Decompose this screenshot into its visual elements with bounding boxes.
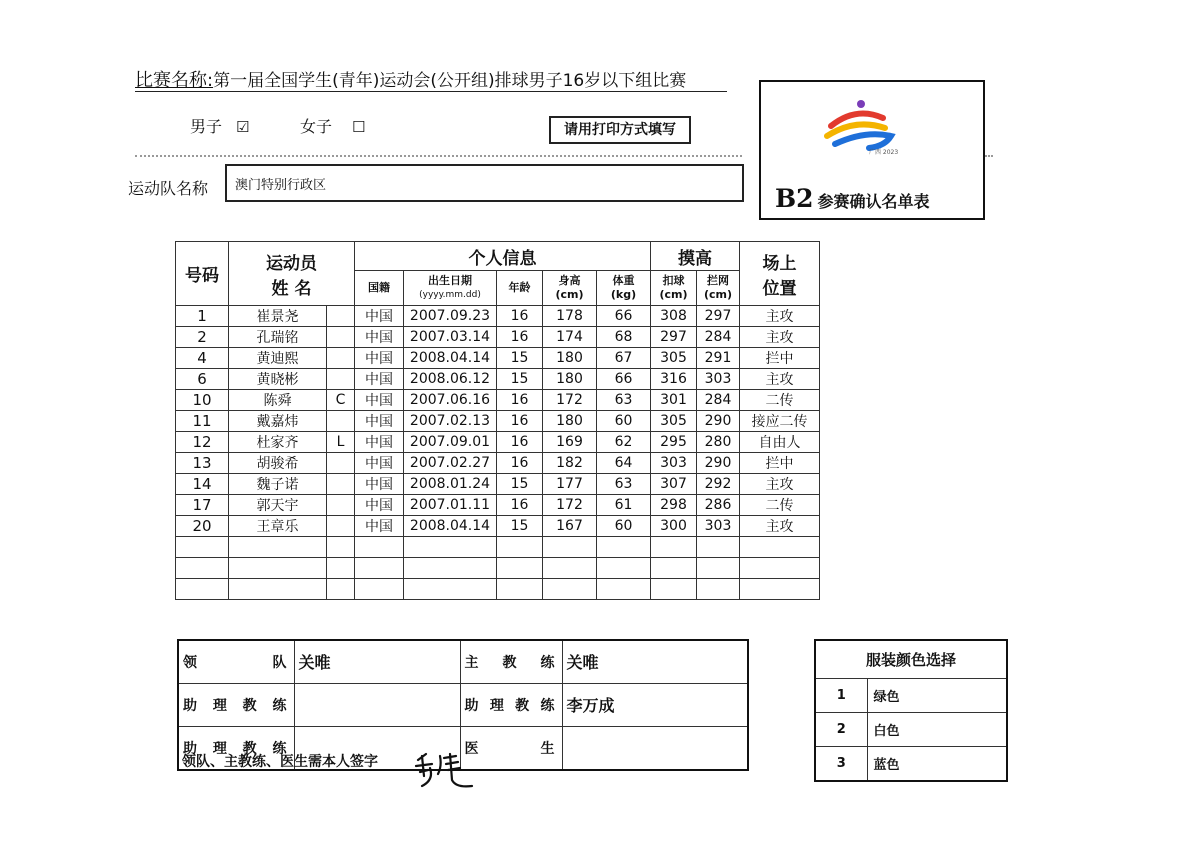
team-name-field[interactable] — [225, 164, 744, 202]
header-height-unit: (cm) — [555, 288, 584, 301]
assistant-coach-1-label: 助理教练 — [178, 684, 294, 727]
header-weight — [597, 271, 651, 306]
header-block-unit: (cm) — [703, 288, 733, 301]
uniform-color-title: 服装颜色选择 — [815, 640, 1007, 679]
player-name: 崔景尧 — [229, 306, 327, 327]
player-nationality: 中国 — [355, 495, 404, 516]
player-spike: 301 — [651, 390, 697, 411]
player-position: 主攻 — [740, 516, 820, 537]
player-role — [327, 516, 355, 537]
male-checkbox[interactable]: ☑ — [236, 118, 250, 136]
player-block: 284 — [697, 327, 740, 348]
header-number: 号码 — [176, 242, 229, 306]
player-spike: 297 — [651, 327, 697, 348]
player-number: 2 — [176, 327, 229, 348]
player-spike: 298 — [651, 495, 697, 516]
player-role — [327, 369, 355, 390]
player-nationality: 中国 — [355, 327, 404, 348]
player-weight: 62 — [597, 432, 651, 453]
player-spike: 300 — [651, 516, 697, 537]
player-position: 主攻 — [740, 327, 820, 348]
logo-year: 广西 2023 — [869, 149, 899, 156]
header-athlete-label: 运动员 — [266, 253, 317, 274]
player-number: 17 — [176, 495, 229, 516]
player-birth: 2008.04.14 — [404, 348, 497, 369]
player-position: 主攻 — [740, 474, 820, 495]
player-role — [327, 495, 355, 516]
player-birth: 2008.04.14 — [404, 516, 497, 537]
dotted-divider — [135, 155, 742, 157]
player-nationality: 中国 — [355, 369, 404, 390]
head-coach-label: 主教练 — [460, 640, 562, 684]
player-position: 接应二传 — [740, 411, 820, 432]
empty-row — [176, 579, 820, 600]
player-height: 172 — [543, 495, 597, 516]
table-row — [176, 432, 820, 453]
player-nationality: 中国 — [355, 348, 404, 369]
table-row — [176, 453, 820, 474]
player-role — [327, 327, 355, 348]
player-age: 15 — [497, 516, 543, 537]
header-birth-date-label: 出生日期 — [428, 274, 472, 287]
header-position-label: 场上 — [762, 253, 797, 274]
doctor-value[interactable] — [562, 727, 748, 771]
player-name: 陈舜 — [229, 390, 327, 411]
form-title — [775, 184, 930, 213]
assistant-coach-2-value[interactable]: 李万成 — [562, 684, 748, 727]
table-row — [176, 516, 820, 537]
player-role: L — [327, 432, 355, 453]
player-role — [327, 306, 355, 327]
header-position-sub: 位置 — [762, 278, 797, 299]
header-personal-info: 个人信息 — [355, 242, 651, 271]
player-block: 284 — [697, 390, 740, 411]
player-block: 303 — [697, 516, 740, 537]
player-birth: 2007.03.14 — [404, 327, 497, 348]
player-position: 拦中 — [740, 348, 820, 369]
header-weight-unit: (kg) — [610, 288, 637, 301]
player-birth: 2008.01.24 — [404, 474, 497, 495]
player-block: 286 — [697, 495, 740, 516]
player-height: 167 — [543, 516, 597, 537]
header-birth-date-format: (yyyy.mm.dd) — [419, 290, 481, 300]
player-birth: 2007.01.11 — [404, 495, 497, 516]
player-nationality: 中国 — [355, 306, 404, 327]
player-birth: 2008.06.12 — [404, 369, 497, 390]
player-nationality: 中国 — [355, 453, 404, 474]
player-spike: 305 — [651, 348, 697, 369]
player-name: 黄晓彬 — [229, 369, 327, 390]
player-block: 292 — [697, 474, 740, 495]
gender-female[interactable] — [300, 114, 365, 137]
header-nationality: 国籍 — [355, 271, 404, 306]
header-block — [697, 271, 740, 306]
empty-row — [176, 537, 820, 558]
player-number: 11 — [176, 411, 229, 432]
player-weight: 63 — [597, 390, 651, 411]
uniform-color-table — [814, 639, 1008, 782]
signature-note: 领队、主教练、医生需本人签字 — [182, 754, 378, 770]
player-nationality: 中国 — [355, 411, 404, 432]
competition-name: 第一届全国学生(青年)运动会(公开组)排球男子16岁以下组比赛 — [213, 71, 687, 91]
player-age: 15 — [497, 369, 543, 390]
player-height: 174 — [543, 327, 597, 348]
player-number: 13 — [176, 453, 229, 474]
dotted-divider-right — [985, 155, 993, 157]
player-position: 拦中 — [740, 453, 820, 474]
player-height: 180 — [543, 411, 597, 432]
player-weight: 60 — [597, 411, 651, 432]
player-block: 291 — [697, 348, 740, 369]
player-spike: 307 — [651, 474, 697, 495]
player-nationality: 中国 — [355, 390, 404, 411]
form-subtitle: 参赛确认名单表 — [817, 192, 930, 211]
header-athlete — [229, 242, 355, 306]
player-position: 主攻 — [740, 306, 820, 327]
player-height: 172 — [543, 390, 597, 411]
player-age: 16 — [497, 453, 543, 474]
player-name: 魏子诺 — [229, 474, 327, 495]
header-block-label: 拦网 — [707, 274, 729, 287]
player-number: 1 — [176, 306, 229, 327]
player-number: 4 — [176, 348, 229, 369]
player-name: 王章乐 — [229, 516, 327, 537]
player-name: 黄迪熙 — [229, 348, 327, 369]
color-name[interactable]: 蓝色 — [867, 747, 1007, 782]
competition-line — [135, 66, 686, 92]
player-position: 二传 — [740, 495, 820, 516]
header-spike — [651, 271, 697, 306]
player-name: 孔瑞铭 — [229, 327, 327, 348]
leader-value[interactable]: 关唯 — [294, 640, 460, 684]
player-spike: 316 — [651, 369, 697, 390]
player-role — [327, 348, 355, 369]
player-position: 自由人 — [740, 432, 820, 453]
competition-underline — [135, 91, 727, 92]
player-birth: 2007.09.01 — [404, 432, 497, 453]
player-spike: 303 — [651, 453, 697, 474]
gender-male[interactable] — [190, 114, 249, 137]
player-role — [327, 453, 355, 474]
header-reach: 摸高 — [651, 242, 740, 271]
table-row — [815, 679, 1007, 713]
player-height: 178 — [543, 306, 597, 327]
color-name[interactable]: 绿色 — [867, 679, 1007, 713]
header-weight-label: 体重 — [612, 274, 635, 287]
player-role — [327, 411, 355, 432]
form-id-box — [759, 80, 985, 220]
team-name-value: 澳门特别行政区 — [235, 178, 327, 193]
player-spike: 305 — [651, 411, 697, 432]
header-age: 年龄 — [497, 271, 543, 306]
header-position — [740, 242, 820, 306]
header-birth-date — [404, 271, 497, 306]
player-age: 16 — [497, 306, 543, 327]
signature-icon — [412, 746, 482, 790]
player-birth: 2007.09.23 — [404, 306, 497, 327]
player-name: 杜家齐 — [229, 432, 327, 453]
color-name[interactable]: 白色 — [867, 713, 1007, 747]
player-height: 182 — [543, 453, 597, 474]
color-index: 3 — [815, 747, 867, 782]
table-row — [176, 411, 820, 432]
table-row — [815, 747, 1007, 782]
color-index: 2 — [815, 713, 867, 747]
player-age: 16 — [497, 432, 543, 453]
player-birth: 2007.02.13 — [404, 411, 497, 432]
player-weight: 68 — [597, 327, 651, 348]
player-age: 15 — [497, 474, 543, 495]
player-position: 二传 — [740, 390, 820, 411]
male-label: 男子 — [190, 117, 223, 136]
player-age: 16 — [497, 411, 543, 432]
table-row — [176, 327, 820, 348]
assistant-coach-1-value[interactable] — [294, 684, 460, 727]
player-weight: 63 — [597, 474, 651, 495]
player-block: 280 — [697, 432, 740, 453]
header-spike-label: 扣球 — [662, 274, 685, 287]
table-row — [815, 713, 1007, 747]
player-block: 290 — [697, 453, 740, 474]
player-number: 6 — [176, 369, 229, 390]
header-spike-unit: (cm) — [659, 288, 688, 301]
female-label: 女子 — [300, 117, 333, 136]
player-nationality: 中国 — [355, 432, 404, 453]
player-number: 20 — [176, 516, 229, 537]
player-height: 180 — [543, 369, 597, 390]
player-number: 14 — [176, 474, 229, 495]
assistant-coach-3-label: 助理教练 — [178, 727, 294, 771]
player-height: 177 — [543, 474, 597, 495]
player-position: 主攻 — [740, 369, 820, 390]
color-index: 1 — [815, 679, 867, 713]
player-block: 290 — [697, 411, 740, 432]
player-age: 15 — [497, 348, 543, 369]
player-birth: 2007.02.27 — [404, 453, 497, 474]
table-row — [176, 369, 820, 390]
player-name: 戴嘉炜 — [229, 411, 327, 432]
table-row — [176, 306, 820, 327]
empty-row — [176, 558, 820, 579]
player-name: 郭天宇 — [229, 495, 327, 516]
player-nationality: 中国 — [355, 516, 404, 537]
leader-label: 领队 — [178, 640, 294, 684]
player-age: 16 — [497, 495, 543, 516]
table-row — [176, 390, 820, 411]
player-age: 16 — [497, 390, 543, 411]
player-weight: 67 — [597, 348, 651, 369]
player-number: 12 — [176, 432, 229, 453]
header-athlete-sub: 姓 名 — [271, 278, 312, 299]
player-weight: 64 — [597, 453, 651, 474]
head-coach-value[interactable]: 关唯 — [562, 640, 748, 684]
player-name: 胡骏希 — [229, 453, 327, 474]
player-spike: 308 — [651, 306, 697, 327]
player-birth: 2007.06.16 — [404, 390, 497, 411]
female-checkbox[interactable]: ☐ — [352, 118, 366, 136]
table-row — [176, 495, 820, 516]
table-row — [176, 474, 820, 495]
player-age: 16 — [497, 327, 543, 348]
player-spike: 295 — [651, 432, 697, 453]
player-weight: 60 — [597, 516, 651, 537]
table-row — [176, 348, 820, 369]
player-role — [327, 474, 355, 495]
player-number: 10 — [176, 390, 229, 411]
print-note: 请用打印方式填写 — [549, 116, 691, 144]
player-weight: 66 — [597, 369, 651, 390]
player-block: 303 — [697, 369, 740, 390]
player-nationality: 中国 — [355, 474, 404, 495]
games-logo-icon — [821, 96, 901, 158]
player-height: 169 — [543, 432, 597, 453]
player-weight: 61 — [597, 495, 651, 516]
assistant-coach-2-label: 助理教练 — [460, 684, 562, 727]
doctor-label: 医生 — [460, 727, 562, 771]
team-label: 运动队名称 — [128, 179, 209, 198]
player-height: 180 — [543, 348, 597, 369]
player-role: C — [327, 390, 355, 411]
form-code: B2 — [775, 184, 814, 213]
competition-label: 比赛名称: — [135, 70, 214, 91]
header-height-label: 身高 — [558, 274, 581, 287]
player-block: 297 — [697, 306, 740, 327]
roster-table — [175, 241, 820, 600]
player-weight: 66 — [597, 306, 651, 327]
header-height — [543, 271, 597, 306]
